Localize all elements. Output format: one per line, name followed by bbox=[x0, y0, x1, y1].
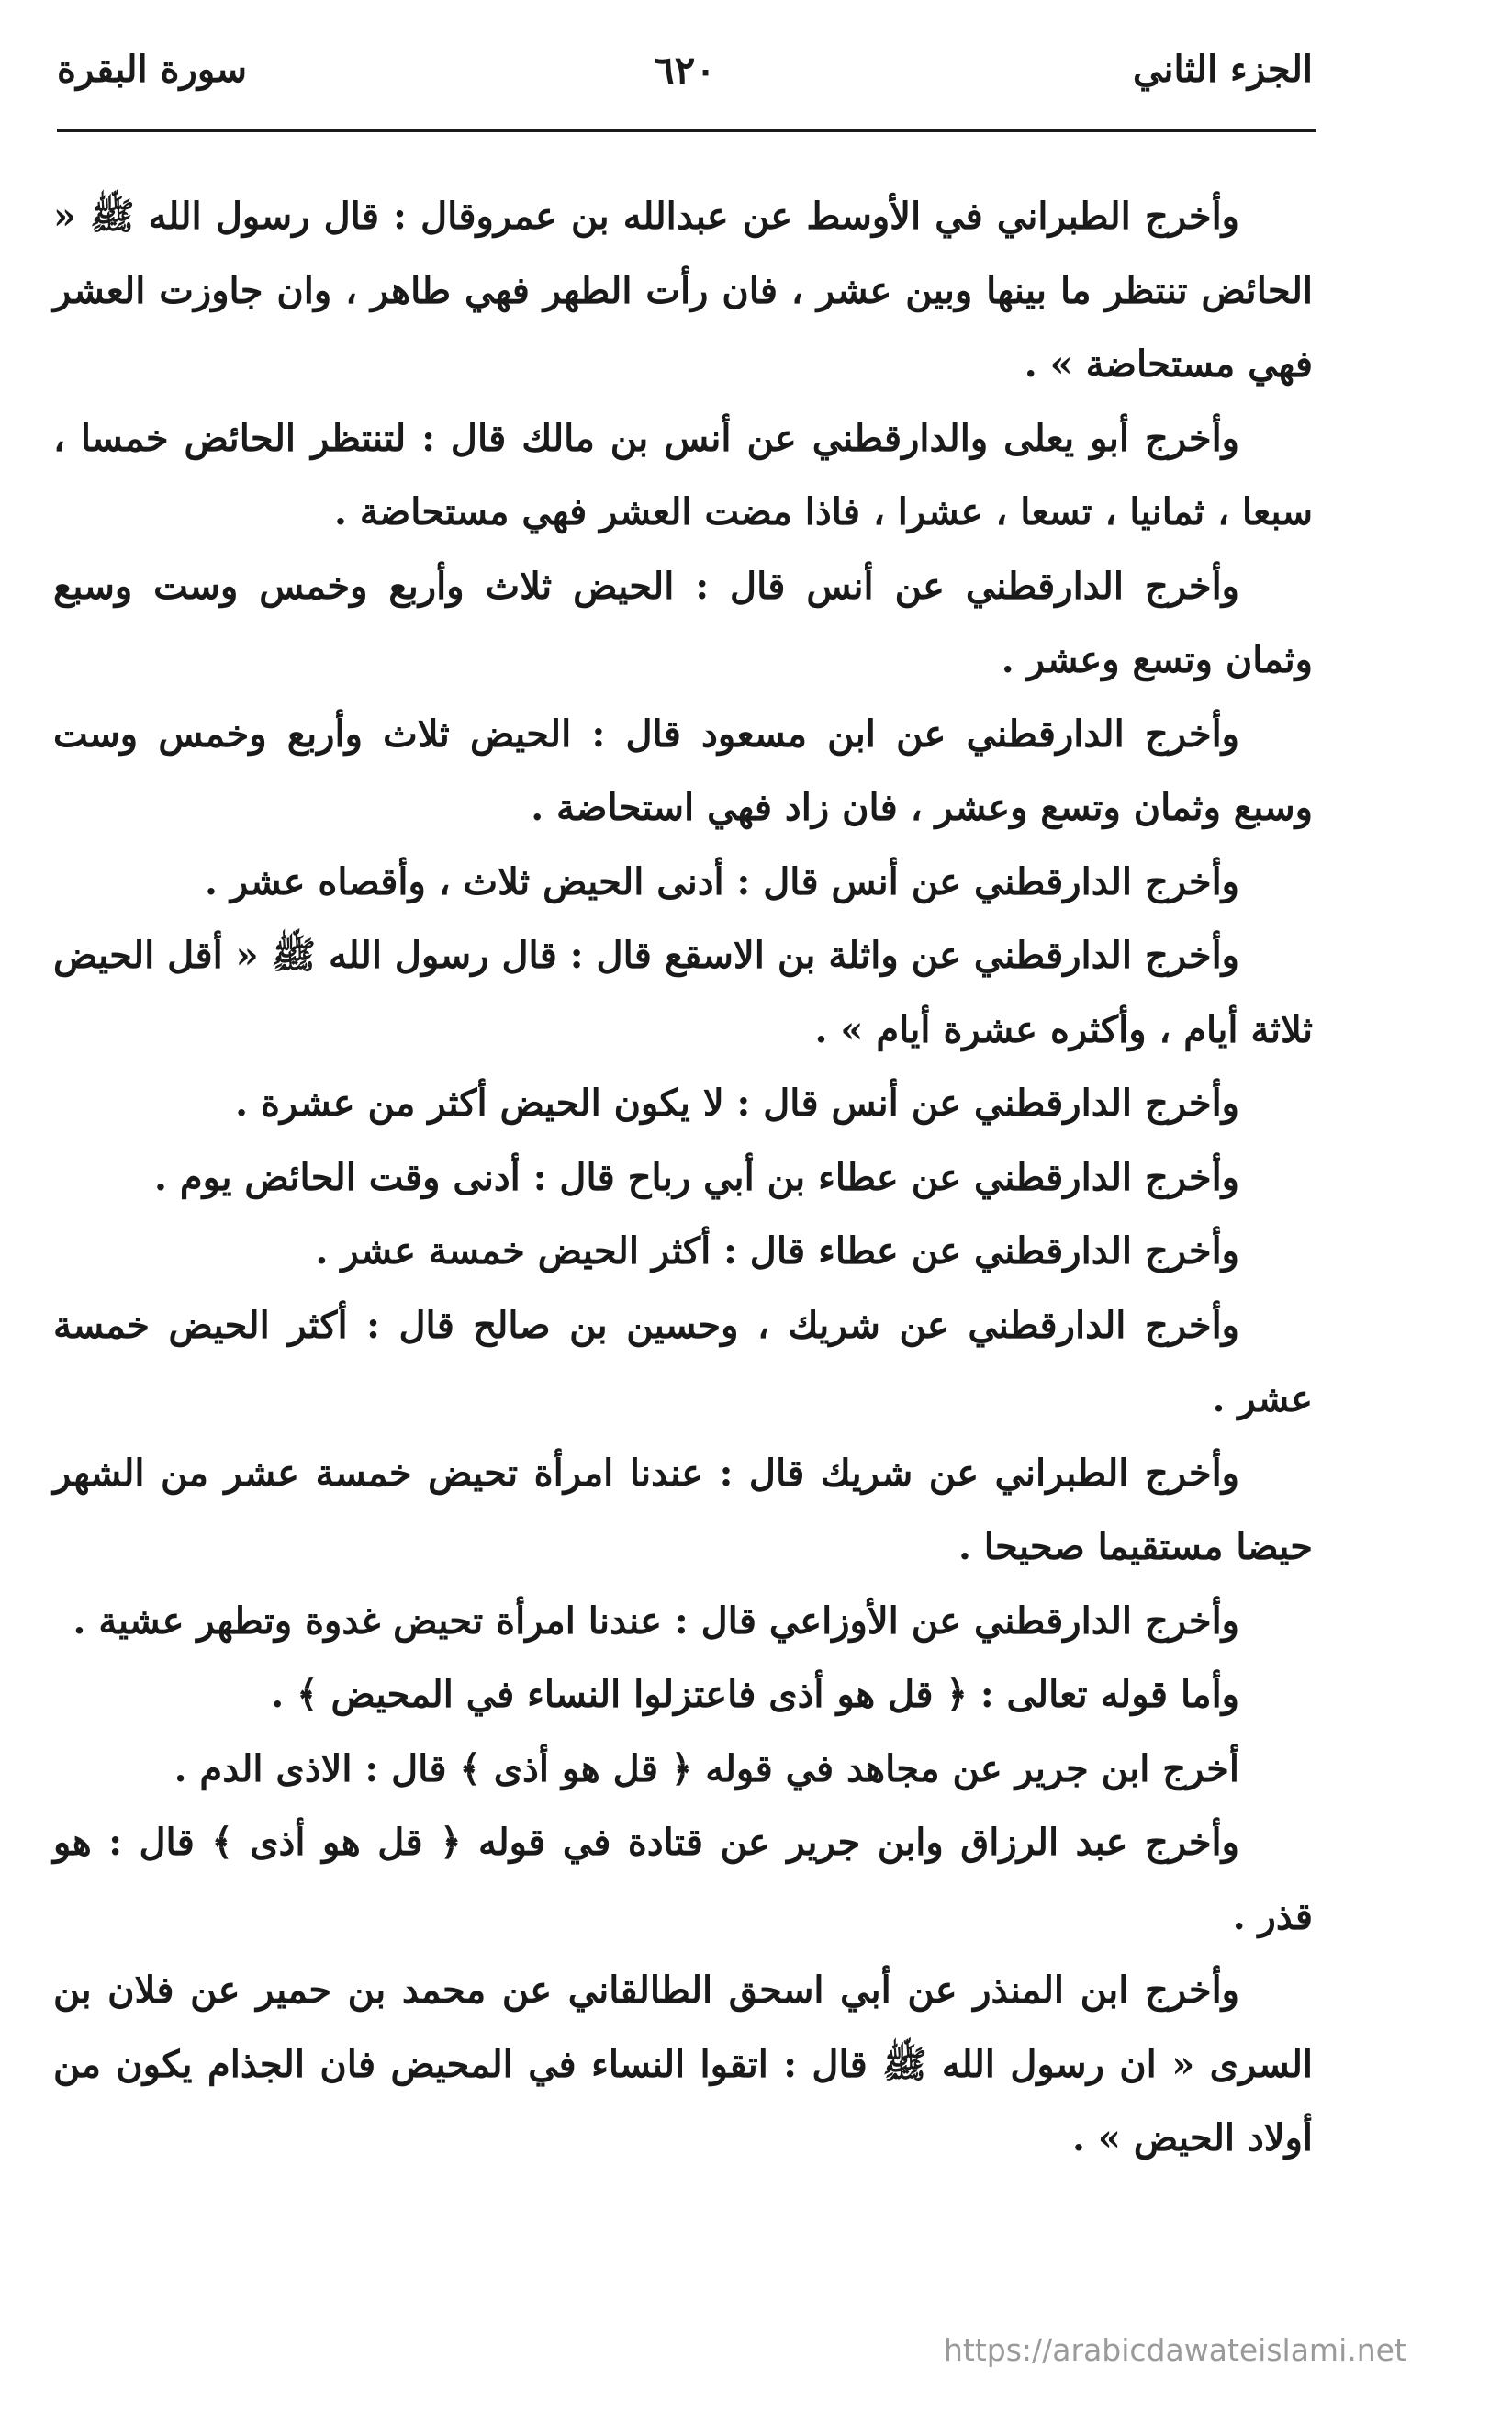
part-title: الجزء الثاني bbox=[1133, 48, 1313, 91]
surah-title: سورة البقرة bbox=[57, 48, 248, 91]
paragraph: وأخرج الدارقطني عن أنس قال : لا يكون الحيض أكثر من عشرة . bbox=[235, 1082, 1239, 1125]
paragraph: وأخرج الدارقطني عن ابن مسعود قال : الحيض ثلاث وأربع وخمس وست وسبع وثمان وتسع وعشر ، فان زاد فهي استحاضة . bbox=[53, 712, 1313, 829]
paragraph: وأخرج الدارقطني عن واثلة بن الاسقع قال : قال رسول الله ﷺ « أقل الحيض ثلاثة أيام ، وأكثره عشرة أيام » . bbox=[53, 934, 1313, 1051]
paragraph: وأخرج الدارقطني عن الأوزاعي قال : عندنا امرأة تحيض غدوة وتطهر عشية . bbox=[73, 1599, 1239, 1643]
page-number: ٦٢٠ bbox=[654, 48, 716, 93]
paragraph: أخرج ابن جرير عن مجاهد في قوله ﴿ قل هو أذى ﴾ قال : الاذى الدم . bbox=[174, 1746, 1239, 1790]
paragraph: وأخرج الدارقطني عن شريك ، وحسين بن صالح قال : أكثر الحيض خمسة عشر . bbox=[53, 1303, 1313, 1420]
paragraph: وأخرج الدارقطني عن عطاء قال : أكثر الحيض خمسة عشر . bbox=[315, 1229, 1239, 1273]
paragraph: وأخرج ابن المنذر عن أبي اسحق الطالقاني عن محمد بن حمير عن فلان بن السرى « ان رسول الله ﷺ قال : اتقوا النساء في المحيض فان الجذام يكون من أولاد الحيض » . bbox=[53, 1969, 1313, 2160]
paragraph: وأخرج الدارقطني عن أنس قال : أدنى الحيض ثلاث ، وأقصاه عشر . bbox=[204, 859, 1239, 903]
header-divider bbox=[57, 129, 1316, 132]
page-header bbox=[57, 48, 1313, 112]
paragraph: وأخرج الطبراني في الأوسط عن عبدالله بن عمروقال : قال رسول الله ﷺ « الحائض تنتظر ما بينها وبين عشر ، فان رأت الطهر فهي طاهر ، وان جاوزت العشر فهي مستحاضة » . bbox=[53, 195, 1313, 386]
paragraph: وأخرج أبو يعلى والدارقطني عن أنس بن مالك قال : لتنتظر الحائض خمسا ، سبعا ، ثمانيا ، تسعا ، عشرا ، فاذا مضت العشر فهي مستحاضة . bbox=[53, 416, 1313, 533]
paragraph: وأخرج الدارقطني عن أنس قال : الحيض ثلاث وأربع وخمس وست وسبع وثمان وتسع وعشر . bbox=[53, 564, 1313, 681]
body-text bbox=[53, 180, 1313, 2176]
paragraph: وأخرج الطبراني عن شريك قال : عندنا امرأة تحيض خمسة عشر من الشهر حيضا مستقيما صحيحا . bbox=[53, 1451, 1313, 1568]
paragraph: وأما قوله تعالى : ﴿ قل هو أذى فاعتزلوا النساء في المحيض ﴾ . bbox=[271, 1673, 1239, 1716]
paragraph: وأخرج عبد الرزاق وابن جرير عن قتادة في قوله ﴿ قل هو أذى ﴾ قال : هو قذر . bbox=[53, 1821, 1313, 1938]
watermark-url: https://arabicdawateislami.net bbox=[944, 2332, 1406, 2368]
paragraph: وأخرج الدارقطني عن عطاء بن أبي رباح قال : أدنى وقت الحائض يوم . bbox=[154, 1155, 1239, 1199]
